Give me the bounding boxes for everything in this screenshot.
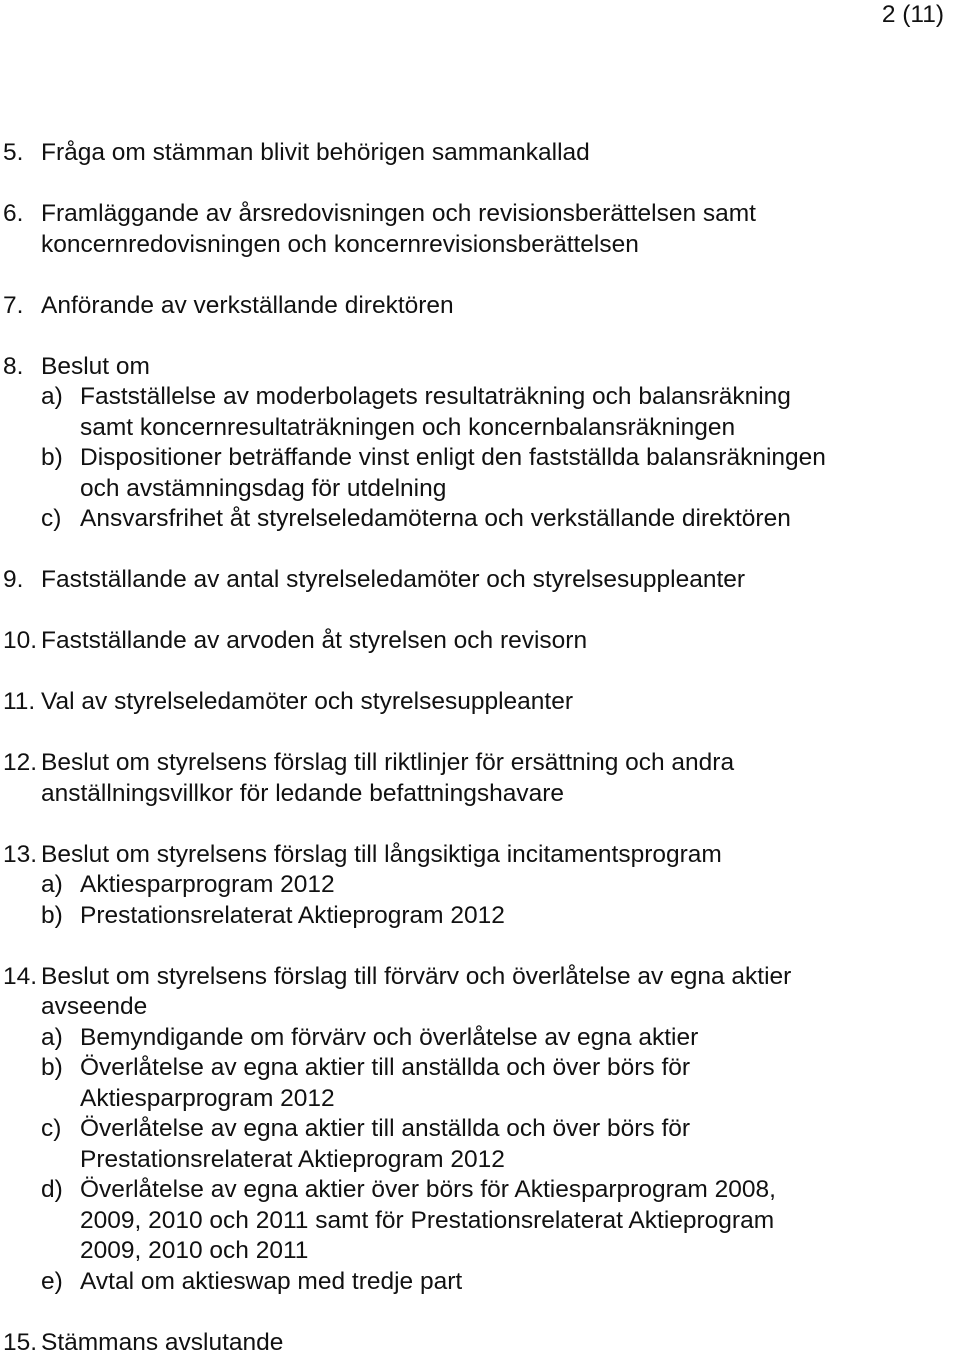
item-text-continued: koncernredovisningen och koncernrevisionsberättelsen <box>41 230 950 261</box>
sub-item-text-continued: samt koncernresultaträkningen och koncernbalansräkningen <box>80 413 950 444</box>
item-text: Beslut om styrelsens förslag till förvärv och överlåtelse av egna aktier <box>41 962 950 993</box>
agenda-item <box>0 199 950 260</box>
item-number: 12. <box>3 748 37 779</box>
item-text: Framläggande av årsredovisningen och revisionsberättelsen samt <box>41 199 950 230</box>
item-number: 13. <box>3 840 37 871</box>
item-text: Fastställande av arvoden åt styrelsen och revisorn <box>41 626 950 657</box>
item-number: 6. <box>3 199 23 230</box>
item-text: Fråga om stämman blivit behörigen sammankallad <box>41 138 950 169</box>
sub-item-text-continued: 2009, 2010 och 2011 samt för Prestationsrelaterat Aktieprogram <box>80 1206 950 1237</box>
item-number: 11. <box>3 687 35 718</box>
agenda-item <box>0 962 950 1298</box>
agenda-item <box>0 626 950 657</box>
item-text: Beslut om styrelsens förslag till riktlinjer för ersättning och andra <box>41 748 950 779</box>
sub-item-label: a) <box>41 382 63 413</box>
item-text: Fastställande av antal styrelseledamöter och styrelsesuppleanter <box>41 565 950 596</box>
sub-item-text-continued: och avstämningsdag för utdelning <box>80 474 950 505</box>
agenda-item <box>0 352 950 535</box>
item-text: Val av styrelseledamöter och styrelsesuppleanter <box>41 687 950 718</box>
sub-item-text: Fastställelse av moderbolagets resultaträkning och balansräkning <box>80 382 950 413</box>
agenda-item <box>0 687 950 718</box>
sub-item-text: Avtal om aktieswap med tredje part <box>80 1267 950 1298</box>
sub-item-label: e) <box>41 1267 63 1298</box>
sub-item-text: Överlåtelse av egna aktier till anställda och över börs för <box>80 1114 950 1145</box>
item-text: Stämmans avslutande <box>41 1328 950 1358</box>
sub-item-label: a) <box>41 1023 63 1054</box>
agenda-item <box>0 565 950 596</box>
sub-item <box>41 901 950 932</box>
sub-item-label: a) <box>41 870 63 901</box>
agenda-item <box>0 291 950 322</box>
sub-item <box>41 870 950 901</box>
sub-item-text-continued: Aktiesparprogram 2012 <box>80 1084 950 1115</box>
item-text: Beslut om styrelsens förslag till långsiktiga incitamentsprogram <box>41 840 950 871</box>
sub-item-text: Överlåtelse av egna aktier över börs för Aktiesparprogram 2008, <box>80 1175 950 1206</box>
item-text: Anförande av verkställande direktören <box>41 291 950 322</box>
sub-item-label: b) <box>41 901 63 932</box>
sub-item-text: Överlåtelse av egna aktier till anställda och över börs för <box>80 1053 950 1084</box>
sub-item <box>41 1114 950 1175</box>
agenda-item <box>0 840 950 932</box>
item-number: 10. <box>3 626 37 657</box>
agenda-item <box>0 1328 950 1358</box>
sub-item <box>41 1175 950 1267</box>
item-number: 8. <box>3 352 23 383</box>
sub-item-text: Dispositioner beträffande vinst enligt den fastställda balansräkningen <box>80 443 950 474</box>
item-text-continued: avseende <box>41 992 950 1023</box>
agenda-list <box>0 138 950 1358</box>
agenda-item <box>0 138 950 169</box>
item-number: 7. <box>3 291 23 322</box>
item-number: 14. <box>3 962 37 993</box>
sub-item <box>41 382 950 443</box>
agenda-item <box>0 748 950 809</box>
page-number: 2 (11) <box>882 0 944 31</box>
sub-item <box>41 443 950 504</box>
sub-item <box>41 1023 950 1054</box>
sub-item-label: b) <box>41 1053 63 1084</box>
sub-item-text: Aktiesparprogram 2012 <box>80 870 950 901</box>
sub-item-text: Bemyndigande om förvärv och överlåtelse av egna aktier <box>80 1023 950 1054</box>
item-text: Beslut om <box>41 352 950 383</box>
item-number: 9. <box>3 565 23 596</box>
item-number: 5. <box>3 138 23 169</box>
sub-item-label: c) <box>41 504 61 535</box>
sub-item-text: Prestationsrelaterat Aktieprogram 2012 <box>80 901 950 932</box>
sub-item <box>41 1267 950 1298</box>
sub-item-text-continued: 2009, 2010 och 2011 <box>80 1236 950 1267</box>
sub-item-text: Ansvarsfrihet åt styrelseledamöterna och verkställande direktören <box>80 504 950 535</box>
item-number: 15. <box>3 1328 37 1358</box>
sub-item-label: b) <box>41 443 63 474</box>
sub-item <box>41 1053 950 1114</box>
item-text-continued: anställningsvillkor för ledande befattningshavare <box>41 779 950 810</box>
sub-item-label: c) <box>41 1114 61 1145</box>
sub-item <box>41 504 950 535</box>
sub-item-text-continued: Prestationsrelaterat Aktieprogram 2012 <box>80 1145 950 1176</box>
sub-item-label: d) <box>41 1175 63 1206</box>
